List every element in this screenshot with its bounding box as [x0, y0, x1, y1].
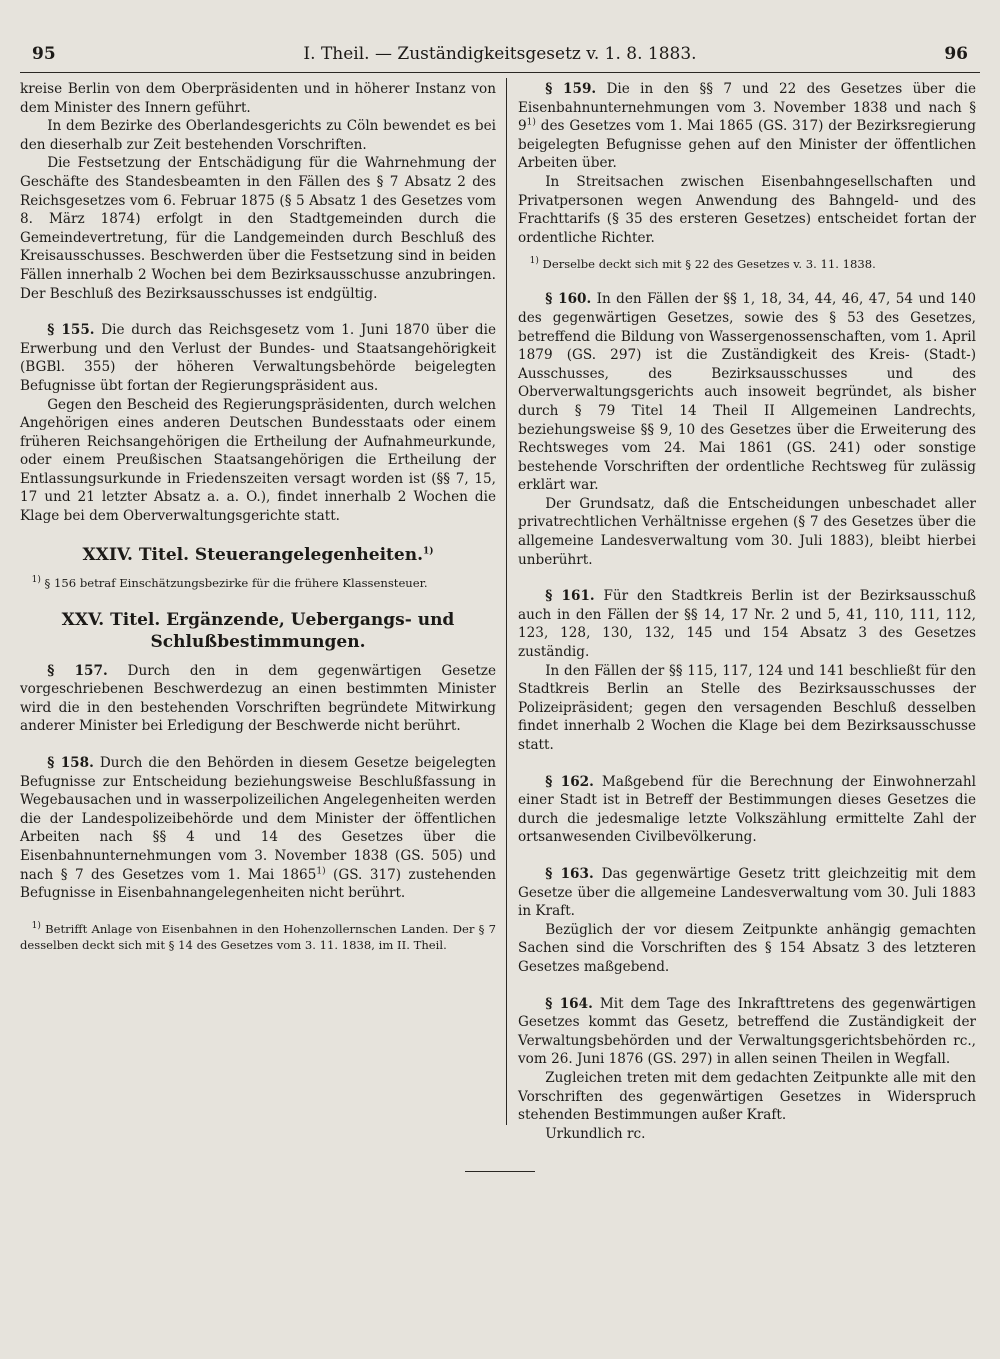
column-divider [506, 78, 507, 1125]
page-number-right: 96 [944, 44, 968, 64]
title-24-heading: XXIV. Titel. Steuerangelegenheiten.$^{1)}$ [82, 544, 434, 565]
footnote: $^{1)}$ Derselbe deckt sich mit § 22 des Gesetzes v. 3. 11. 1838. [529, 256, 876, 272]
section-number: § 161. [545, 588, 595, 605]
section-159: § 159. Die in den §§ 7 und 22 des Gesetzes über die Eisenbahnunternehmungen vom 3. November 1838 und nach § 9$^{1)}$ des Gesetzes vom 1. Mai 1865 (GS. 317) der Bezirksregierung beigelegten Befugnisse gehen auf den Minister der öffentlichen Arbeiten über. [518, 81, 977, 172]
paragraph: Der Grundsatz, daß die Entscheidungen unbeschadet aller privatrechtlichen Verhältnisse ergehen (§ 7 des Gesetzes über die allgemeine Landesverwaltung vom 30. Juli 1883), bleibt hierbei unberührt. [518, 495, 976, 568]
section-number: § 157. [47, 662, 108, 679]
paragraph: Die Festsetzung der Entschädigung für die Wahrnehmung der Geschäfte des Standesbeamten in den Fällen des § 7 Absatz 2 des Reichsgesetzes vom 6. Februar 1875 (§ 5 Absatz 1 des Gesetzes vom 8. März 1874) erfolgt in den Stadtgemeinden durch die Gemeindevertretung, für die Landgemeinden durch Beschluß des Kreisausschusses. Beschwerden über die Festsetzung sind in beiden Fällen innerhalb 2 Wochen bei dem Bezirksausschusse anzubringen. Der Beschluß des Bezirksausschusses ist endgültig. [20, 155, 496, 302]
closing-formula: Urkundlich rc. [545, 1125, 646, 1142]
page-header [20, 44, 980, 74]
section-161: § 161. Für den Stadtkreis Berlin ist der Bezirksausschuß auch in den Fällen der §§ 14, 17 Nr. 2 und 5, 41, 110, 111, 112, 123, 128, 130, 132, 145 und 154 Absatz 3 des Gesetzes zuständig. [518, 588, 977, 661]
paragraph: Zugleichen treten mit dem gedachten Zeitpunkte alle mit den Vorschriften des gegenwärtigen Gesetzes in Widerspruch stehenden Bestimmungen außer Kraft. [518, 1069, 976, 1124]
paragraph: Bezüglich der vor diesem Zeitpunkte anhängig gemachten Sachen sind die Vorschriften des § 154 Absatz 3 des letzteren Gesetzes maßgebend. [518, 921, 976, 975]
paragraph: In Streitsachen zwischen Eisenbahngesellschaften und Privatpersonen wegen Anwendung des Bahngeld- und des Frachttarifs (§ 35 des ersteren Gesetzes) entscheidet fortan der ordentliche Richter. [518, 173, 976, 246]
section-164: § 164. Mit dem Tage des Inkrafttretens des gegenwärtigen Gesetzes kommt das Gesetz, betreffend die Zuständigkeit der Verwaltungsbehörden und der Verwaltungsgerichtsbehörden rc., vom 26. Juni 1876 (GS. 297) in allen seinen Theilen in Wegfall. [518, 995, 976, 1068]
section-number: § 164. [545, 995, 593, 1012]
section-number: § 162. [545, 773, 594, 790]
section-number: § 160. [545, 291, 592, 308]
header-rule [20, 72, 980, 73]
section-number: § 158. [47, 755, 94, 772]
section-number: § 163. [545, 865, 594, 882]
footnote: $^{1)}$ Betrifft Anlage von Eisenbahnen in den Hohenzollernschen Landen. Der § 7 desselben deckt sich mit § 14 des Gesetzes vom 3. 11. 1838, im II. Theil. [20, 920, 496, 952]
running-title: I. Theil. — Zuständigkeitsgesetz v. 1. 8. 1883. [303, 44, 697, 64]
end-rule [465, 1171, 535, 1172]
section-163: § 163. Das gegenwärtige Gesetz tritt gleichzeitig mit dem Gesetze über die allgemeine Landesverwaltung vom 30. Juli 1883 in Kraft. [518, 865, 977, 920]
paragraph: kreise Berlin von dem Oberpräsidenten und in höherer Instanz von dem Minister des Innern geführt. [20, 81, 496, 116]
right-column [518, 80, 976, 1143]
paragraph: Gegen den Bescheid des Regierungspräsidenten, durch welchen Angehörigen eines anderen Deutschen Bundesstaats oder einem früheren Reichsangehörigen die Ertheilung der Aufnahmeurkunde, oder einem Preußischen Staatsangehörigen die Ertheilung der Entlassungsurkunde in Friedenszeiten versagt worden ist (§§ 7, 15, 17 und 21 letzter Absatz a. a. O.), findet innerhalb 2 Wochen die Klage bei dem Oberverwaltungsgerichte statt. [20, 396, 496, 525]
paragraph: In dem Bezirke des Oberlandesgerichts zu Cöln bewendet es bei den dieserhalb zur Zeit bestehenden Vorschriften. [20, 118, 496, 153]
left-column [20, 80, 496, 953]
section-155: § 155. Die durch das Reichsgesetz vom 1. Juni 1870 über die Erwerbung und den Verlust der Bundes- und Staatsangehörigkeit (BGBl. 355) der höheren Verwaltungsbehörde beigelegten Befugnisse übt fortan der Regierungspräsident aus. [20, 322, 496, 394]
section-number: § 159. [545, 81, 597, 97]
section-number: § 155. [47, 322, 95, 339]
paragraph: In den Fällen der §§ 115, 117, 124 und 141 beschließt für den Stadtkreis Berlin an Stelle des Bezirksausschusses der Polizeipräsident; gegen den versagenden Beschluß desselben findet innerhalb 2 Wochen die Klage bei dem Bezirksausschusse statt. [518, 662, 976, 753]
section-158: § 158. Durch die den Behörden in diesem Gesetze beigelegten Befugnisse zur Entscheidung beziehungsweise Beschlußfassung in Wegebausachen und in wasserpolizeilichen Angelegenheiten werden die der Landespolizeibehörde und dem Minister der öffentlichen Arbeiten nach §§ 4 und 14 des Gesetzes über die Eisenbahnunternehmungen vom 3. November 1838 (GS. 505) und nach § 7 des Gesetzes vom 1. Mai 1865$^{1)}$ (GS. 317) zustehenden Befugnisse in Eisenbahnangelegenheiten nicht berührt. [20, 755, 496, 902]
section-157: § 157. Durch den in dem gegenwärtigen Gesetze vorgeschriebenen Beschwerdezug an einen bestimmten Minister wird die in den bestehenden Vorschriften begründete Mitwirkung anderer Minister bei Erledigung der Beschwerde nicht berührt. [20, 662, 496, 735]
section-162: § 162. Maßgebend für die Berechnung der Einwohnerzahl einer Stadt ist in Betreff der Bestimmungen dieses Gesetzes die durch die jedesmalige letzte Volkszählung ermittelte Zahl der ortsanwesenden Civilbevölkerung. [518, 773, 976, 846]
page-number-left: 95 [32, 44, 56, 64]
footnote: $^{1)}$ § 156 betraf Einschätzungsbezirke für die frühere Klassensteuer. [31, 574, 428, 590]
section-160: § 160. In den Fällen der §§ 1, 18, 34, 44, 46, 47, 54 und 140 des gegenwärtigen Gesetzes, sowie des § 53 des Gesetzes, betreffend die Bildung von Wassergenossenschaften, vom 1. April 1879 (GS. 297) ist die Zuständigkeit des Kreis- (Stadt-) Ausschusses, des Bezirksausschusses und des Oberverwaltungsgerichts auch insoweit begründet, als bisher durch § 79 Titel 14 Theil II Allgemeinen Landrechts, beziehungsweise §§ 9, 10 des Gesetzes über die Erweiterung des Rechtsweges vom 24. Mai 1861 (GS. 241) oder sonstige bestehende Vorschriften der ordentliche Rechtsweg für zulässig erklärt war. [518, 291, 977, 494]
title-25-heading: XXV. Titel. Ergänzende, Uebergangs- und Schlußbestimmungen. [61, 609, 455, 652]
